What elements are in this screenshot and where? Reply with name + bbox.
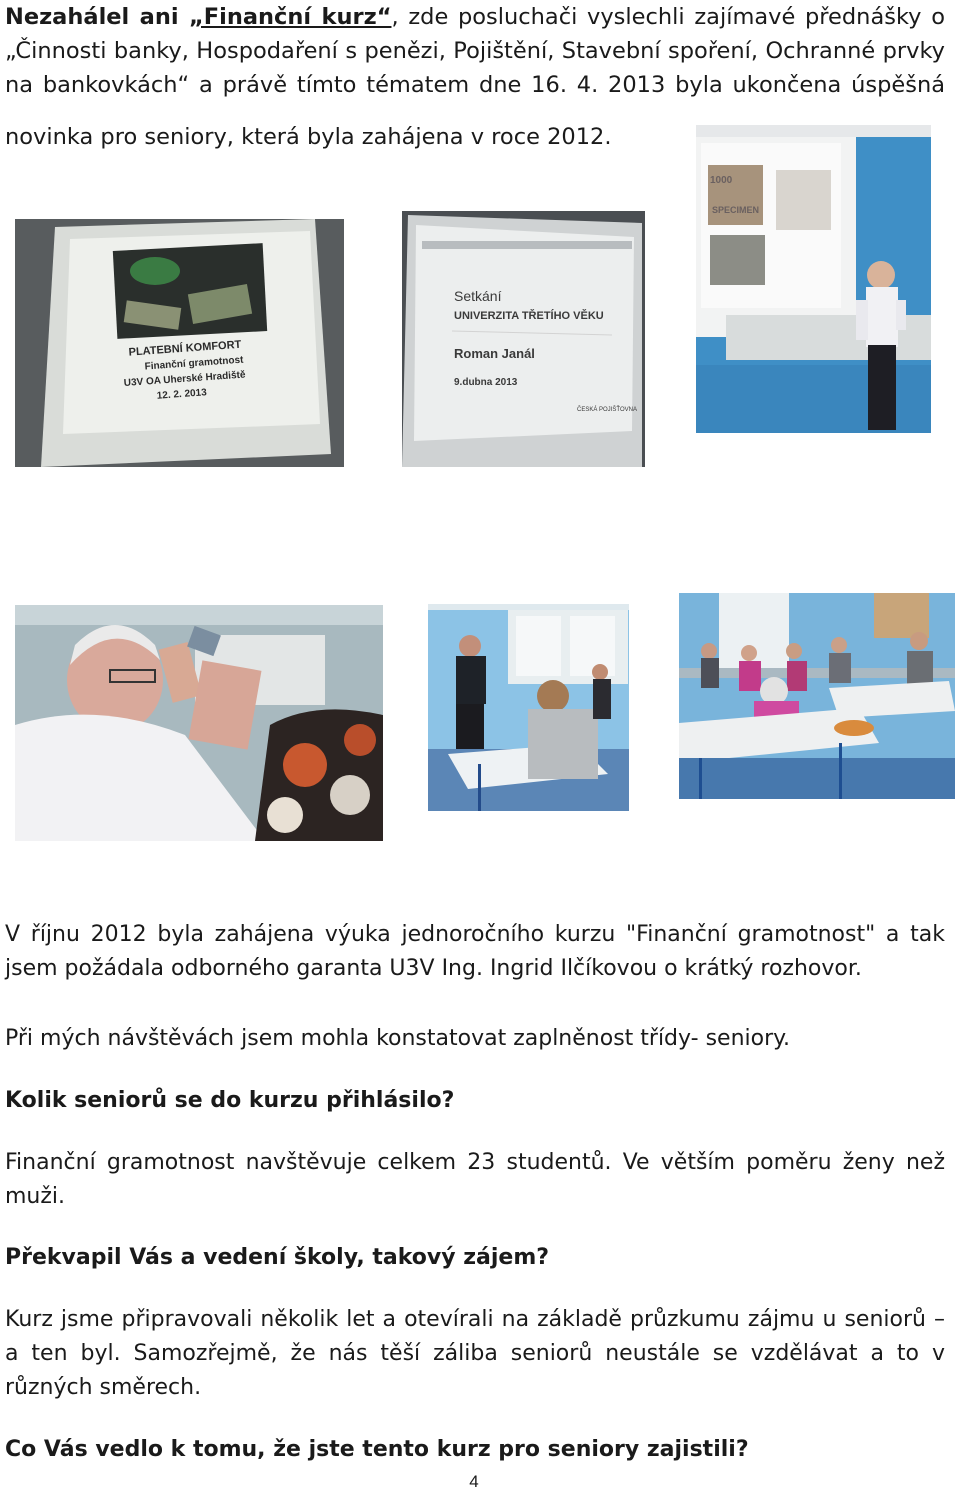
intro-line-3: na bankovkách“ a právě tímto tématem dne 16. 4. 2013 byla ukončena úspěšná: [5, 72, 945, 98]
photo-slide-platebni-komfort: [15, 219, 344, 467]
slide2-date: 9.dubna 2013: [454, 377, 518, 388]
slide1-line1: Finanční gramotnost: [144, 354, 244, 373]
slide1-title: PLATEBNÍ KOMFORT: [128, 338, 242, 359]
question-2: Překvapil Vás a vedení školy, takový zájem?: [5, 1245, 550, 1270]
photo-lecturer-banknotes: [696, 125, 931, 433]
photo-classroom-seniors: [679, 593, 955, 799]
question-1: Kolik seniorů se do kurzu přihlásilo?: [5, 1088, 455, 1113]
slide2-logo: ČESKÁ POJIŠŤOVNA: [577, 407, 638, 413]
intro-line-1: Nezahálel ani „Finanční kurz“, zde posluchači vyslechli zajímavé přednášky o: [5, 4, 945, 30]
slide1-line2: U3V OA Uherské Hradiště: [123, 369, 246, 389]
page-number: 4: [469, 1472, 479, 1491]
slide2-heading1: Setkání: [454, 288, 502, 304]
answer-2: Kurz jsme připravovali několik let a otevírali na základě průzkumu zájmu u seniorů – a ten byl. Samozřejmě, že nás těší záliba seniorů neustále se vzdělávat a to v různých směrech.: [5, 1307, 945, 1400]
photo-senior-banknote: [15, 605, 383, 841]
article-paragraph-1: V říjnu 2012 byla zahájena výuka jednoročního kurzu "Finanční gramotnost" a tak jsem požádala odborného garanta U3V Ing. Ingrid Ilčíkovou o krátký rozhovor.: [5, 922, 945, 981]
answer-1: Finanční gramotnost navštěvuje celkem 23 studentů. Ve větším poměru ženy než muži.: [5, 1150, 945, 1209]
intro-line-2: „Činnosti banky, Hospodaření s penězi, Pojištění, Stavební spoření, Ochranné prvky: [5, 38, 945, 64]
slide2-heading2: UNIVERZITA TŘETÍHO VĚKU: [454, 310, 604, 322]
slide1-date: 12. 2. 2013: [156, 387, 208, 402]
slide3-note2: SPECIMEN: [712, 205, 760, 215]
photo-slide-setkani: [402, 211, 645, 467]
slide3-note1: 1000: [710, 175, 733, 186]
course-name: „Finanční kurz“: [188, 4, 392, 30]
slide2-presenter: Roman Janál: [454, 346, 535, 361]
article-paragraph-2: Při mých návštěvách jsem mohla konstatovat zaplněnost třídy- seniory.: [5, 1026, 791, 1051]
photo-classroom-lecturer: [428, 604, 629, 811]
question-3: Co Vás vedlo k tomu, že jste tento kurz pro seniory zajistili?: [5, 1437, 749, 1462]
intro-line-4: novinka pro seniory, která byla zahájena v roce 2012.: [5, 124, 612, 150]
